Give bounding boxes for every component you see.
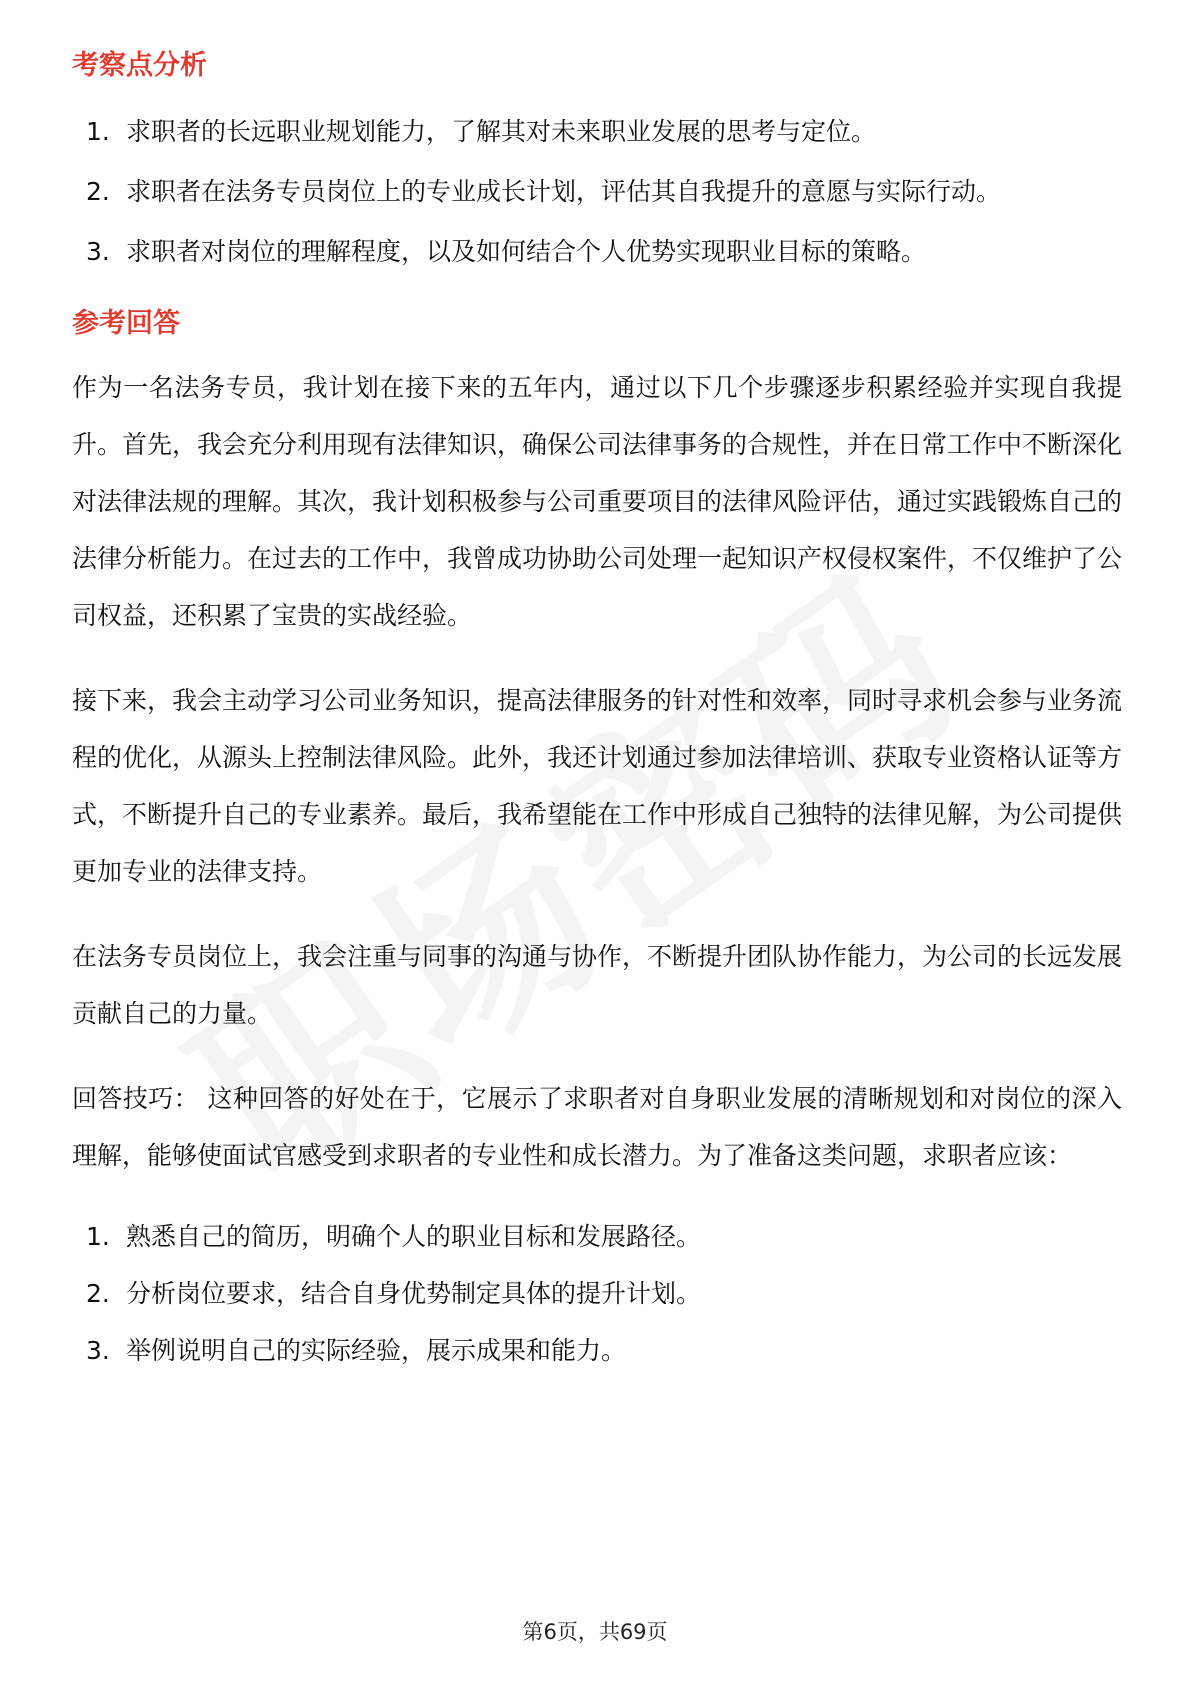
list-number: 2. xyxy=(86,1279,110,1309)
list-item-text: 求职者的长远职业规划能力，了解其对未来职业发展的思考与定位。 xyxy=(126,117,877,147)
answer-paragraph-2: 接下来，我会主动学习公司业务知识，提高法律服务的针对性和效率，同时寻求机会参与业务流程的优化，从源头上控制法律风险。此外，我还计划通过参加法律培训、获取专业资格认证等方式，不断提升自己的专业素养。最后，我希望能在工作中形成自己独特的法律见解，为公司提供更加专业的法律支持。 xyxy=(72,686,1123,887)
list-number: 2. xyxy=(86,177,110,207)
list-item xyxy=(72,163,1122,220)
list-number: 3. xyxy=(86,1336,110,1366)
tips-list xyxy=(72,1208,1122,1379)
list-item xyxy=(72,1265,1122,1322)
list-item xyxy=(72,103,1122,160)
list-item xyxy=(72,223,1122,280)
analysis-list xyxy=(72,103,1122,280)
list-item-text: 举例说明自己的实际经验，展示成果和能力。 xyxy=(126,1336,627,1366)
section-title-answer: 参考回答 xyxy=(72,308,180,340)
answer-paragraph-3: 在法务专员岗位上，我会注重与同事的沟通与协作，不断提升团队协作能力，为公司的长远发展贡献自己的力量。 xyxy=(72,942,1123,1029)
list-item-text: 求职者在法务专员岗位上的专业成长计划，评估其自我提升的意愿与实际行动。 xyxy=(126,177,1002,207)
answer-paragraph-1: 作为一名法务专员，我计划在接下来的五年内，通过以下几个步骤逐步积累经验并实现自我提升。首先，我会充分利用现有法律知识，确保公司法律事务的合规性，并在日常工作中不断深化对法律法规的理解。其次，我计划积极参与公司重要项目的法律风险评估，通过实践锻炼自己的法律分析能力。在过去的工作中，我曾成功协助公司处理一起知识产权侵权案件，不仅维护了公司权益，还积累了宝贵的实战经验。 xyxy=(72,373,1123,631)
answer-tips-paragraph: 回答技巧： 这种回答的好处在于，它展示了求职者对自身职业发展的清晰规划和对岗位的深入理解，能够使面试官感受到求职者的专业性和成长潜力。为了准备这类问题，求职者应该： xyxy=(72,1084,1122,1171)
list-number: 1. xyxy=(86,117,110,147)
page-number: 第6页，共69页 xyxy=(522,1620,668,1644)
list-item-text: 求职者对岗位的理解程度，以及如何结合个人优势实现职业目标的策略。 xyxy=(126,237,927,267)
list-number: 1. xyxy=(86,1222,110,1252)
list-item-text: 熟悉自己的简历，明确个人的职业目标和发展路径。 xyxy=(126,1222,702,1252)
list-number: 3. xyxy=(86,237,110,267)
list-item-text: 分析岗位要求，结合自身优势制定具体的提升计划。 xyxy=(126,1279,702,1309)
list-item xyxy=(72,1208,1122,1265)
list-item xyxy=(72,1322,1122,1379)
section-title-analysis: 考察点分析 xyxy=(72,50,207,81)
document-body xyxy=(72,44,1122,1379)
